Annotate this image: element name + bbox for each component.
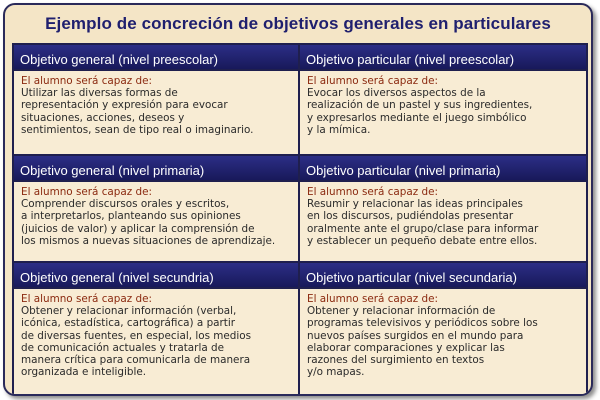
heading-particular-secundaria: Objetivo particular (nivel secundaria): [300, 261, 588, 289]
objective-text: Evocar los diversos aspectos de la realización de un pastel y sus ingredientes, y expresarlos mediante el juego simbólico y la mímica.: [307, 87, 533, 136]
lead-text: El alumno será capaz de:: [21, 293, 152, 305]
objectives-panel: [3, 3, 593, 396]
heading-particular-preescolar: Objetivo particular (nivel preescolar): [300, 43, 588, 71]
content-particular-preescolar: [300, 71, 588, 154]
table-row-headings: [12, 261, 588, 289]
objective-text: Obtener y relacionar información de programas televisivos y periódicos sobre los nuevos países surgidos en el mundo para elaborar comparaciones y explicar las razones del surgimiento en textos y/o mapas.: [307, 305, 538, 379]
table-row-content: [12, 289, 588, 396]
heading-general-secundaria: Objetivo general (nivel secundria): [12, 261, 300, 289]
objective-text: Obtener y relacionar información (verbal, icónica, estadística, cartográfica) a partir de diversas fuentes, en especial, los medios de comunicación actuales y tratarla de manera crítica para comunicarla de manera organizada e inteligible.: [21, 305, 252, 379]
lead-text: El alumno será capaz de:: [307, 293, 438, 305]
content-particular-secundaria: [300, 289, 588, 396]
objective-text: Resumir y relacionar las ideas principales en los discursos, pudiéndolas presentar oralmente ante el grupo/clase para informar y establecer un pequeño debate entre ellos.: [307, 198, 539, 247]
page-title: Ejemplo de concreción de objetivos generales en particulares: [45, 14, 551, 33]
objectives-table: [12, 43, 588, 396]
objective-text: Utilizar las diversas formas de representación y expresión para evocar situaciones, acciones, deseos y sentimientos, sean de tipo real o imaginario.: [21, 87, 254, 136]
content-particular-primaria: [300, 182, 588, 261]
table-row-headings: [12, 43, 588, 71]
heading-particular-primaria: Objetivo particular (nivel primaria): [300, 154, 588, 182]
lead-text: El alumno será capaz de:: [307, 75, 438, 87]
heading-general-preescolar: Objetivo general (nivel preescolar): [12, 43, 300, 71]
content-general-preescolar: [12, 71, 300, 154]
content-general-secundaria: [12, 289, 300, 396]
table-row-headings: [12, 154, 588, 182]
objective-text: Comprender discursos orales y escritos, a interpretarlos, planteando sus opiniones (juicios de valor) y aplicar la comprensión de los mismos a nuevas situaciones de aprendizaje.: [21, 198, 276, 247]
lead-text: El alumno será capaz de:: [21, 186, 152, 198]
lead-text: El alumno será capaz de:: [307, 186, 438, 198]
heading-general-primaria: Objetivo general (nivel primaria): [12, 154, 300, 182]
table-row-content: [12, 182, 588, 261]
table-row-content: [12, 71, 588, 154]
content-general-primaria: [12, 182, 300, 261]
lead-text: El alumno será capaz de:: [21, 75, 152, 87]
